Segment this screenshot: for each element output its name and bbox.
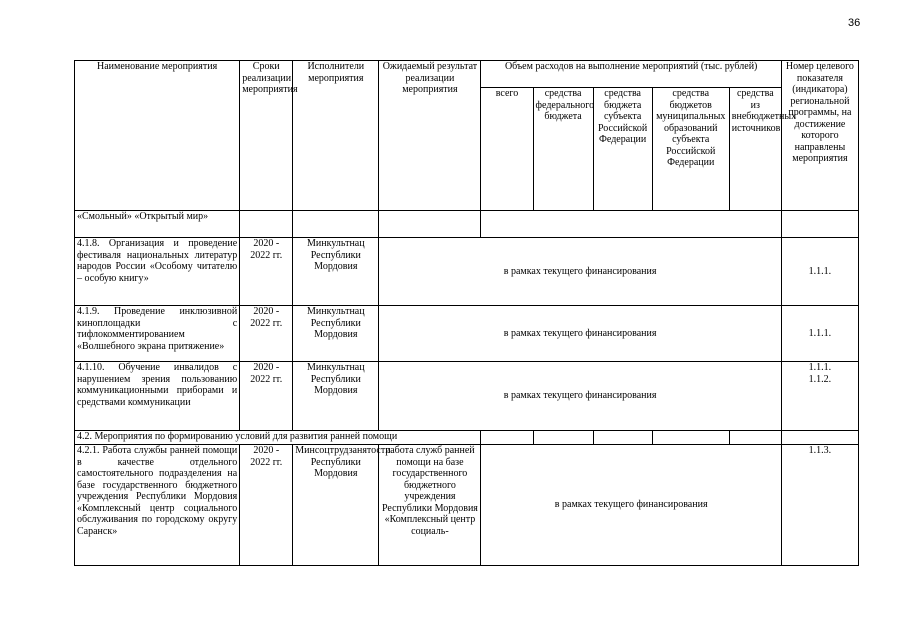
section-cell (729, 431, 781, 445)
section-cell (593, 431, 652, 445)
row-name: 4.1.9. Проведение инклюзивной киноплощадки с тифлокомментированием «Волшебного экрана притяжение» (75, 306, 240, 362)
row-terms: 2020 - 2022 гг. (240, 238, 293, 306)
row-executor: Минкультнац Республики Мордовия (293, 362, 379, 431)
row-indicator (781, 362, 858, 431)
row-terms: 2020 - 2022 гг. (240, 445, 293, 566)
table-row (75, 211, 859, 238)
program-activities-table (74, 60, 859, 566)
row-expected (379, 211, 481, 238)
header-name: Наименование мероприятия (75, 61, 240, 211)
row-executor: Минсоцтрудзанятости Республики Мордовия (293, 445, 379, 566)
header-terms: Сроки реализации мероприятия (240, 61, 293, 211)
row-name: 4.2.1. Работа службы ранней помощи в качестве отдельного самостоятельного подразделения на базе государственного бюджетного учреждения Республики Мордовия «Комплексный центр социального обслуживания по городскому округу Саранск» (75, 445, 240, 566)
header-total: всего (481, 88, 533, 211)
row-executor (293, 211, 379, 238)
header-federal-budget: средства федерального бюджета (533, 88, 593, 211)
row-funding: в рамках текущего финансирования (481, 445, 781, 566)
table-row (75, 445, 859, 566)
row-indicator: 1.1.1. (781, 306, 858, 362)
section-row (75, 431, 859, 445)
header-executors: Исполнители мероприятия (293, 61, 379, 211)
header-expenses: Объем расходов на выполнение мероприятий (тыс. рублей) (481, 61, 781, 88)
row-executor: Минкультнац Республики Мордовия (293, 306, 379, 362)
page-number: 36 (848, 17, 861, 29)
section-cell (481, 431, 533, 445)
table-row (75, 306, 859, 362)
table-row (75, 238, 859, 306)
row-terms (240, 211, 293, 238)
section-cell (781, 431, 858, 445)
section-title: 4.2. Мероприятия по формированию условий для развития ранней помощи (75, 431, 481, 445)
section-cell (533, 431, 593, 445)
header-regional-budget: средства бюджета субъекта Российской Федерации (593, 88, 652, 211)
row-funding (481, 211, 781, 238)
row-indicator: 1.1.1. (781, 238, 858, 306)
row-executor: Минкультнац Республики Мордовия (293, 238, 379, 306)
row-name: 4.1.8. Организация и проведение фестиваля национальных литератур народов России «Особому читателю – особую книгу» (75, 238, 240, 306)
row-name: «Смольный» «Открытый мир» (75, 211, 240, 238)
row-funding: в рамках текущего финансирования (379, 238, 782, 306)
header-expected-result: Ожидаемый результат реализации мероприятия (379, 61, 481, 211)
header-municipal-budgets: средства бюджетов муниципальных образований субъекта Российской Федерации (652, 88, 729, 211)
row-expected: работа служб ранней помощи на базе государственного бюджетного учреждения Республики Мордовия «Комплексный центр социаль- (379, 445, 481, 566)
row-terms: 2020 - 2022 гг. (240, 362, 293, 431)
row-indicator (781, 211, 858, 238)
row-funding: в рамках текущего финансирования (379, 362, 782, 431)
row-indicator: 1.1.3. (781, 445, 858, 566)
table-row (75, 362, 859, 431)
header-indicator: Номер целевого показателя (индикатора) региональной программы, на достижение которого направлены мероприятия (781, 61, 858, 211)
header-extrabudgetary: средства из внебюджетных источников (729, 88, 781, 211)
row-funding: в рамках текущего финансирования (379, 306, 782, 362)
header-row (75, 61, 859, 88)
section-cell (652, 431, 729, 445)
row-terms: 2020 - 2022 гг. (240, 306, 293, 362)
indicator-line: 1.1.2. (808, 373, 832, 385)
row-name: 4.1.10. Обучение инвалидов с нарушением зрения пользованию коммуникационными приборами и средствами коммуникации (75, 362, 240, 431)
indicator-line: 1.1.1. (808, 362, 832, 373)
